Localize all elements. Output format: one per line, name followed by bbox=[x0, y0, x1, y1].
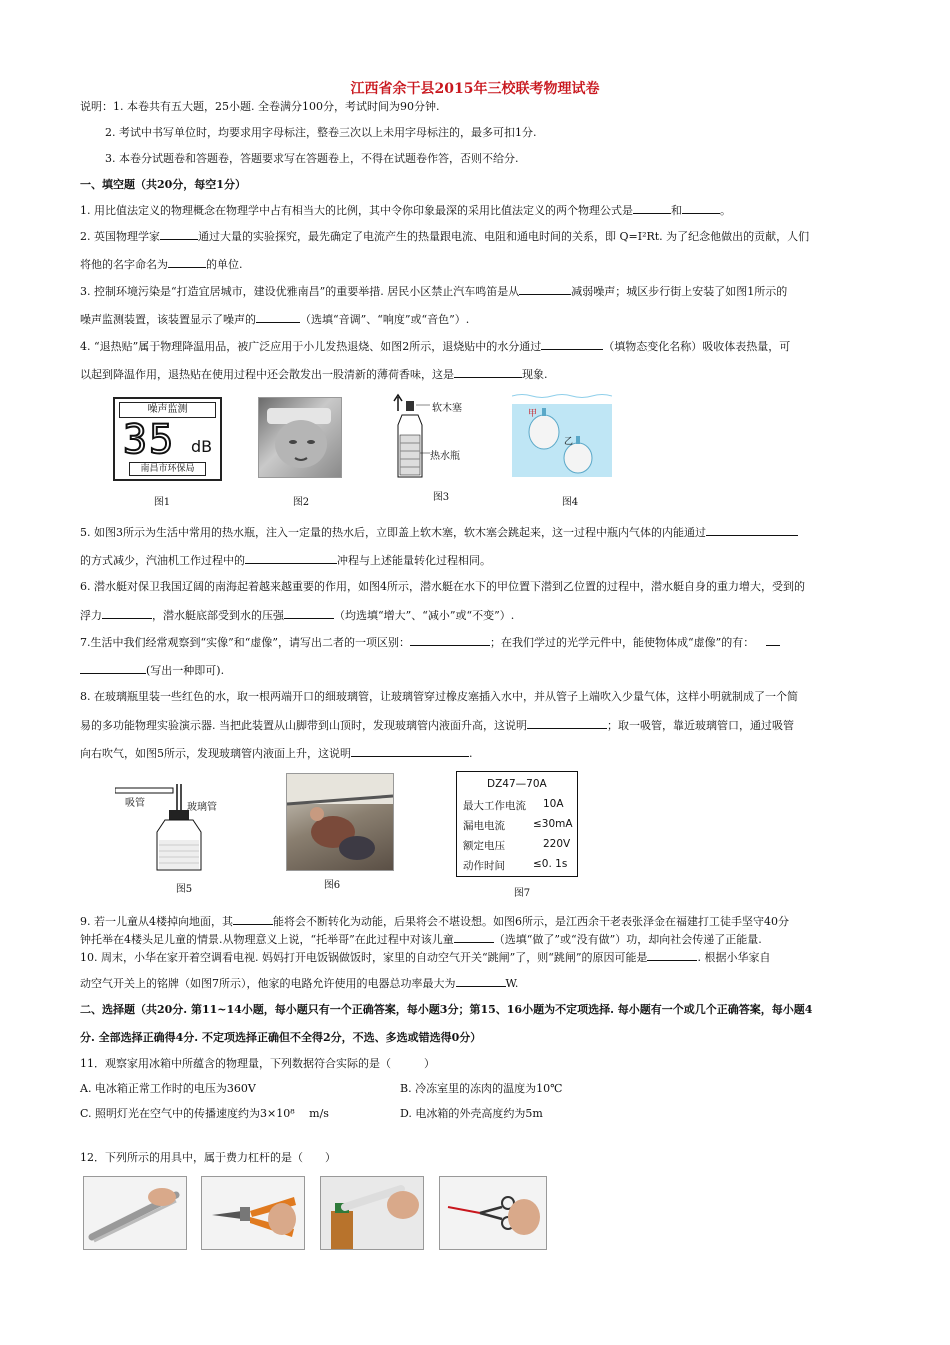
submarine-diagram bbox=[512, 392, 612, 477]
note-2: 2. 考试中书写单位时，均要求用字母标注，整卷三次以上未用字母标注的，最多可扣1分. bbox=[105, 126, 537, 139]
figure-3-thermos bbox=[390, 393, 470, 481]
figure-4-submarine bbox=[512, 392, 612, 477]
question-8: 8. 在玻璃瓶里装一些红色的水，取一根两端开口的细玻璃管，让玻璃管穿过橡皮塞插入水中，并从管子上端吹入少量气体，这样小明就制成了一个简 bbox=[80, 690, 798, 703]
answer-blank[interactable] bbox=[456, 975, 506, 987]
option-a[interactable]: A. 电冰箱正常工作时的电压为360V bbox=[80, 1082, 256, 1095]
section-heading-1: 一、填空题（共20分，每空1分） bbox=[80, 178, 246, 191]
answer-blank[interactable] bbox=[168, 256, 206, 268]
option-c[interactable]: C. 照明灯光在空气中的传播速度约为3×10⁸ m/s bbox=[80, 1107, 329, 1120]
monitor-footer: 南昌市环保局 bbox=[129, 462, 206, 476]
figure-7-nameplate bbox=[456, 771, 578, 877]
answer-blank[interactable] bbox=[245, 552, 337, 564]
question-7-cont: (写出一种即可). bbox=[80, 662, 875, 679]
question-10: 10. 周末，小华在家开着空调看电视. 妈妈打开电饭锅做饭时，家里的自动空气开关“跳闸”了，则“跳闸”的原因可能是 . 根据小华家自 bbox=[80, 951, 771, 964]
question-2: 2. 英国物理学家 通过大量的实验探究，最先确定了电流产生的热量跟电流、电阻和通电时间的关系，即 Q=I²Rt. 为了纪念他做出的贡献，人们 bbox=[80, 230, 810, 243]
answer-blank[interactable] bbox=[80, 662, 146, 674]
answer-blank[interactable] bbox=[647, 949, 697, 961]
answer-blank[interactable] bbox=[454, 366, 522, 378]
question-8-cont-2: 向右吹气，如图5所示，发现玻璃管内液面上升，这说明 . bbox=[80, 747, 473, 760]
tool-photo-bottle-opener[interactable] bbox=[320, 1176, 424, 1250]
nameplate-row: 最大工作电流 10A bbox=[463, 798, 564, 812]
note-1: 说明：1. 本卷共有五大题，25小题. 全卷满分100分，考试时间为90分钟. bbox=[80, 100, 440, 113]
monitor-unit: dB bbox=[191, 437, 213, 456]
section-heading-2-cont: 分. 全部选择正确得4分. 不定项选择正确但不全得2分，不选、多选或错选得0分） bbox=[80, 1031, 482, 1044]
baby-photo-icon bbox=[259, 398, 341, 477]
answer-blank[interactable] bbox=[541, 338, 603, 350]
question-9: 9. 若一儿童从4楼掉向地面，其 能将会不断转化为动能，后果将会不堪设想。如图6所示，是江西余干老表张泽金在福建打工徒手坚守40分 bbox=[80, 915, 789, 928]
monitor-reading: 35 bbox=[123, 417, 176, 463]
nameplate-row: 漏电电流 ≤30mA bbox=[463, 818, 573, 832]
section-heading-2: 二、选择题（共20分. 第11~14小题，每小题只有一个正确答案，每小题3分；第15、16小题为不定项选择. 每小题有一个或几个正确答案，每小题4 bbox=[80, 1003, 813, 1016]
question-4-cont: 以起到降温作用，退热贴在使用过程中还会散发出一股清新的薄荷香味，这是 现象. bbox=[80, 368, 548, 381]
answer-blank[interactable] bbox=[766, 634, 780, 646]
answer-blank[interactable] bbox=[284, 607, 334, 619]
submarine-label-b: 乙 bbox=[564, 437, 574, 447]
question-6: 6. 潜水艇对保卫我国辽阔的南海起着越来越重要的作用，如图4所示，潜水艇在水下的甲位置下潜到乙位置的过程中，潜水艇自身的重力增大，受到的 bbox=[80, 580, 805, 593]
figure-3-caption: 图3 bbox=[432, 492, 450, 503]
bottle-opener-icon bbox=[321, 1177, 423, 1249]
question-1: 1. 用比值法定义的物理概念在物理学中占有相当大的比例，其中令你印象最深的采用比值法定义的两个物理公式是 和 。 bbox=[80, 204, 731, 217]
figure-6-photo bbox=[286, 773, 394, 871]
tool-photo-pliers[interactable] bbox=[201, 1176, 305, 1250]
question-6-cont: 浮力 ，潜水艇底部受到水的压强 （均选填“增大”、“减小”或“不变”）. bbox=[80, 609, 515, 622]
scissors-icon bbox=[440, 1177, 546, 1249]
figure-1-noise-monitor bbox=[113, 397, 222, 481]
figure-5-caption: 图5 bbox=[175, 884, 193, 895]
question-12: 12．下列所示的用具中，属于费力杠杆的是（ ） bbox=[80, 1151, 336, 1164]
answer-blank[interactable] bbox=[233, 913, 273, 925]
question-5: 5. 如图3所示为生活中常用的热水瓶，注入一定量的热水后，立即盖上软木塞，软木塞会跳起来，这一过程中瓶内气体的内能通过 bbox=[80, 524, 875, 541]
page-title: 江西省余干县2015年三校联考物理试卷 bbox=[350, 81, 600, 97]
answer-blank[interactable] bbox=[351, 745, 469, 757]
nameplate-model: DZ47—70A bbox=[487, 778, 547, 790]
answer-blank[interactable] bbox=[633, 202, 671, 214]
nameplate-row: 额定电压 220V bbox=[463, 838, 571, 852]
question-5-cont: 的方式减少，汽油机工作过程中的 冲程与上述能量转化过程相同。 bbox=[80, 554, 491, 567]
answer-blank[interactable] bbox=[410, 634, 490, 646]
tool-photo-tweezers[interactable] bbox=[83, 1176, 187, 1250]
question-2-cont: 将他的名字命名为 的单位. bbox=[80, 258, 243, 271]
question-3-cont: 噪声监测装置，该装置显示了噪声的 （选填“音调”、“响度”或“音色”）. bbox=[80, 313, 470, 326]
figure-4-caption: 图4 bbox=[561, 497, 579, 508]
submarine-label-a: 甲 bbox=[528, 409, 538, 419]
question-8-cont-1: 易的多功能物理实验演示器. 当把此装置从山脚带到山顶时，发现玻璃管内液面升高，这说明 ；取一吸管，靠近玻璃管口，通过吸管 bbox=[80, 719, 794, 732]
answer-blank[interactable] bbox=[706, 524, 798, 536]
figure-6-caption: 图6 bbox=[323, 880, 341, 891]
pliers-icon bbox=[202, 1177, 304, 1249]
answer-blank[interactable] bbox=[519, 283, 571, 295]
note-3: 3. 本卷分试题卷和答题卷，答题要求写在答题卷上，不得在试题卷作答，否则不给分. bbox=[105, 152, 519, 165]
answer-blank[interactable] bbox=[256, 311, 300, 323]
thermos-cork-label: 软木塞 bbox=[432, 403, 462, 414]
figure-1-caption: 图1 bbox=[153, 497, 171, 508]
answer-blank[interactable] bbox=[160, 228, 198, 240]
straw-label: 吸管 bbox=[125, 798, 145, 809]
question-4: 4. “退热贴”属于物理降温用品，被广泛应用于小儿发热退烧、如图2所示，退烧贴中的水分通过 （填物态变化名称）吸收体表热量，可 bbox=[80, 340, 791, 353]
answer-blank[interactable] bbox=[682, 202, 720, 214]
question-3: 3. 控制环境污染是“打造宜居城市，建设优雅南昌”的重要举措. 居民小区禁止汽车鸣笛是从 减弱噪声；城区步行街上安装了如图1所示的 bbox=[80, 285, 788, 298]
figure-5-straw-bottle bbox=[115, 780, 245, 872]
answer-blank[interactable] bbox=[454, 931, 494, 943]
question-10-cont: 动空气开关上的铭牌（如图7所示），他家的电路允许使用的电器总功率最大为 W. bbox=[80, 977, 519, 990]
option-b[interactable]: B. 冷冻室里的冻肉的温度为10℃ bbox=[400, 1082, 563, 1095]
monitor-header: 噪声监测 bbox=[119, 402, 216, 418]
answer-blank[interactable] bbox=[102, 607, 152, 619]
figure-2-photo bbox=[258, 397, 342, 478]
thermos-bottle-label: 热水瓶 bbox=[430, 451, 460, 462]
question-11: 11．观察家用冰箱中所蕴含的物理量，下列数据符合实际的是（ ） bbox=[80, 1057, 435, 1070]
answer-blank[interactable] bbox=[527, 717, 607, 729]
rescue-photo-icon bbox=[287, 774, 393, 870]
option-d[interactable]: D. 电冰箱的外壳高度约为5m bbox=[400, 1107, 543, 1120]
figure-7-caption: 图7 bbox=[513, 888, 531, 899]
tweezers-icon bbox=[84, 1177, 186, 1249]
nameplate-row: 动作时间 ≤0. 1s bbox=[463, 858, 568, 872]
figure-2-caption: 图2 bbox=[292, 497, 310, 508]
glass-tube-label: 玻璃管 bbox=[187, 802, 217, 813]
question-9-cont: 钟托举在4楼头足儿童的情景.从物理意义上说，“托举哥”在此过程中对该儿童 （选填“做了”或“没有做”）功，却向社会传递了正能量. bbox=[80, 933, 762, 946]
tool-photo-scissors[interactable] bbox=[439, 1176, 547, 1250]
question-7: 7.生活中我们经常观察到“实像”和“虚像”，请写出二者的一项区别： ；在我们学过的光学元件中，能使物体成“虚像”的有： bbox=[80, 634, 875, 651]
